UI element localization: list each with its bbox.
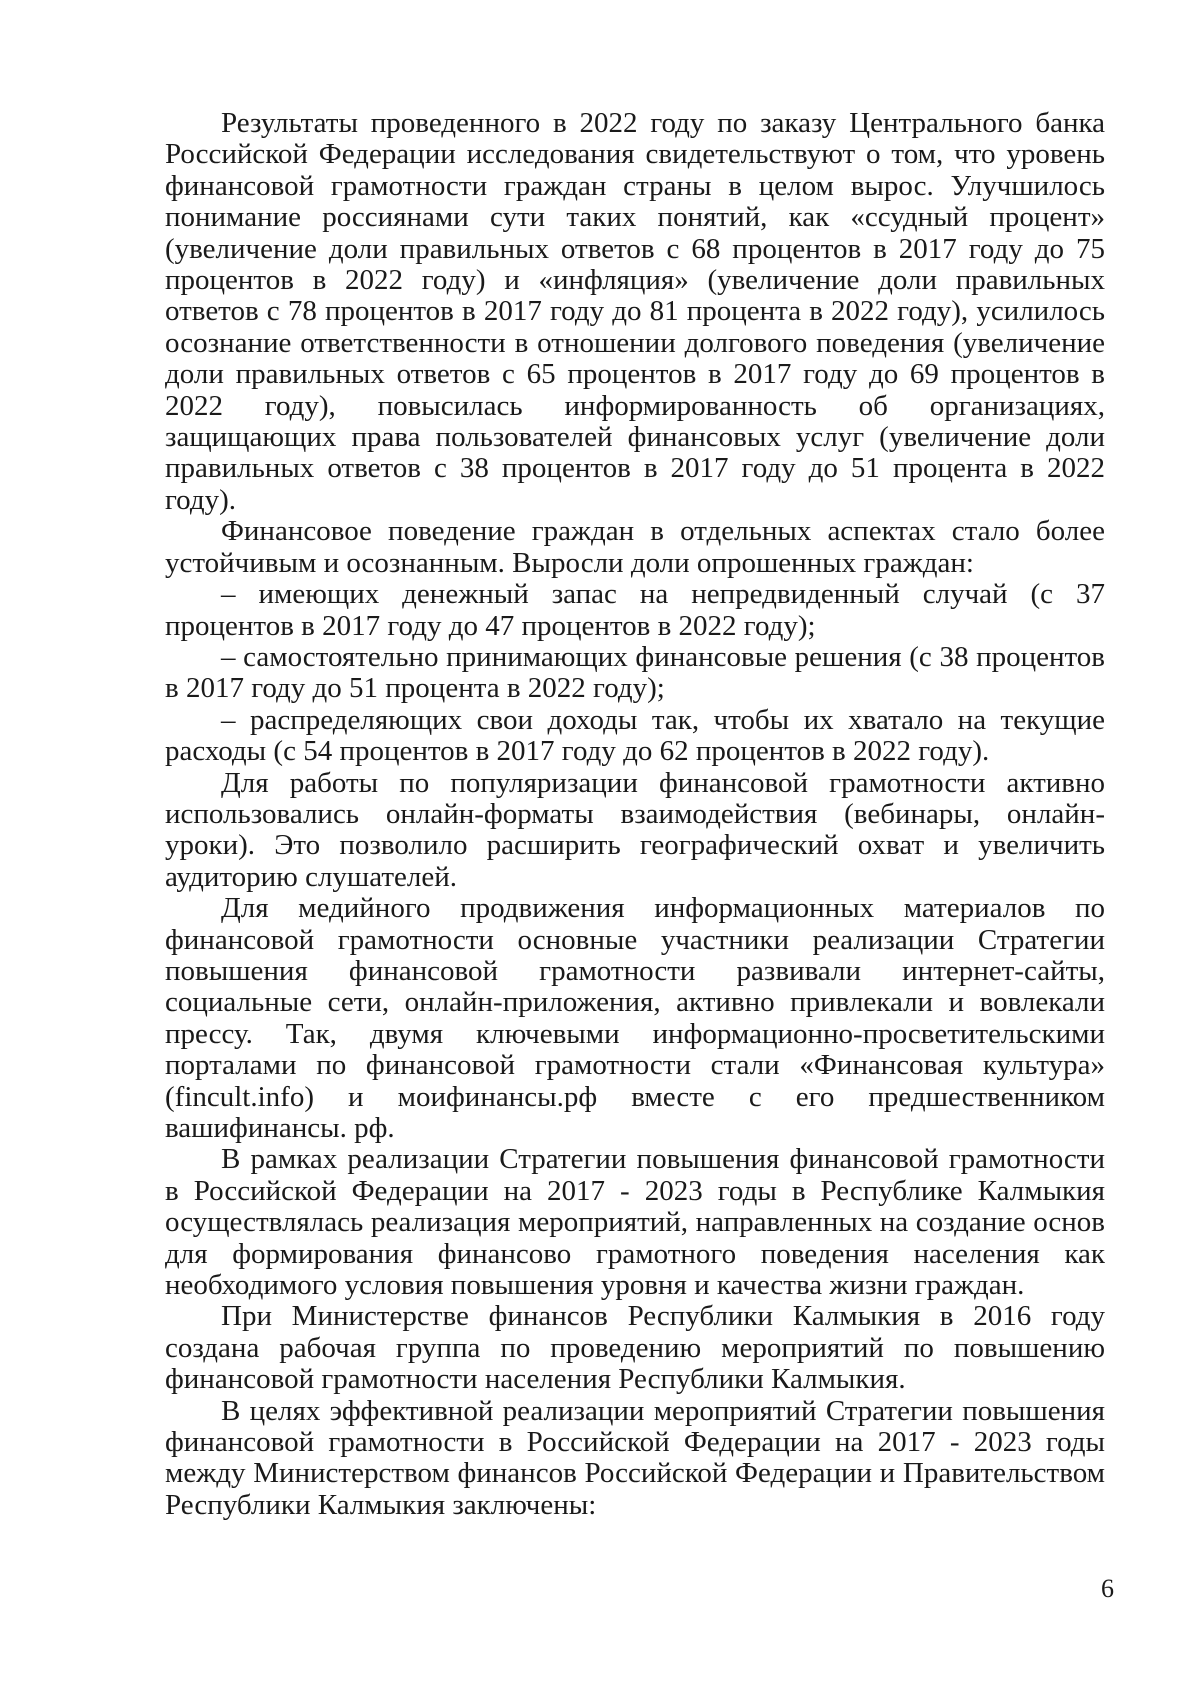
list-item-emergency-savings: – имеющих денежный запас на непредвиденный случай (с 37 процентов в 2017 году до 47 процентов в 2022 году); xyxy=(165,578,1105,642)
list-item-independent-decisions: – самостоятельно принимающих финансовые решения (с 38 процентов в 2017 году до 51 процента в 2022 году); xyxy=(165,640,1105,705)
paragraph-agreements: В целях эффективной реализации мероприятий Стратегии повышения финансовой грамотности в Российской Федерации на 2017 - 2023 годы между Министерством финансов Российской Федерации и Правительством Республики Калмыкия заключены: xyxy=(165,1394,1105,1521)
paragraph-financial-behavior: Финансовое поведение граждан в отдельных аспектах стало более устойчивым и осознанным. Выросли доли опрошенных граждан: xyxy=(165,515,1105,579)
paragraph-kalmykia-strategy: В рамках реализации Стратегии повышения финансовой грамотности в Российской Федерации на 2017 - 2023 годы в Республике Калмыкия осуществлялась реализация мероприятий, направленных на создание основ для формирования финансово грамотного поведения населения как необходимого условия повышения уровня и качества жизни граждан. xyxy=(165,1143,1105,1302)
list-item-income-distribution: – распределяющих свои доходы так, чтобы их хватало на текущие расходы (с 54 процентов в 2017 году до 62 процентов в 2022 году). xyxy=(165,703,1105,768)
page-number: 6 xyxy=(1101,1574,1114,1603)
paragraph-working-group: При Министерстве финансов Республики Калмыкия в 2016 году создана рабочая группа по проведению мероприятий по повышению финансовой грамотности населения Республики Калмыкия. xyxy=(165,1300,1105,1396)
document-body xyxy=(165,108,1105,1521)
paragraph-online-formats: Для работы по популяризации финансовой грамотности активно использовались онлайн-форматы взаимодействия (вебинары, онлайн-уроки). Это позволило расширить географический охват и увеличить аудиторию слушателей. xyxy=(165,766,1105,893)
paragraph-survey-results: Результаты проведенного в 2022 году по заказу Центрального банка Российской Федерации исследования свидетельствуют о том, что уровень финансовой грамотности граждан страны в целом вырос. Улучшилось понимание россиянами сути таких понятий, как «ссудный процент» (увеличение доли правильных ответов с 68 процентов в 2017 году до 75 процентов в 2022 году) и «инфляция» (увеличение доли правильных ответов с 78 процентов в 2017 году до 81 процента в 2022 году), усилилось осознание ответственности в отношении долгового поведения (увеличение доли правильных ответов с 65 процентов в 2017 году до 69 процентов в 2022 году), повысилась информированность об организациях, защищающих права пользователей финансовых услуг (увеличение доли правильных ответов с 38 процентов в 2017 году до 51 процента в 2022 году). xyxy=(165,107,1105,516)
paragraph-media-promotion: Для медийного продвижения информационных материалов по финансовой грамотности основные участники реализации Стратегии повышения финансовой грамотности развивали интернет-сайты, социальные сети, онлайн-приложения, активно привлекали и вовлекали прессу. Так, двумя ключевыми информационно-просветительскими порталами по финансовой грамотности стали «Финансовая культура» (fincult.info) и моифинансы.рф вместе с его предшественником вашифинансы. рф. xyxy=(165,892,1105,1144)
